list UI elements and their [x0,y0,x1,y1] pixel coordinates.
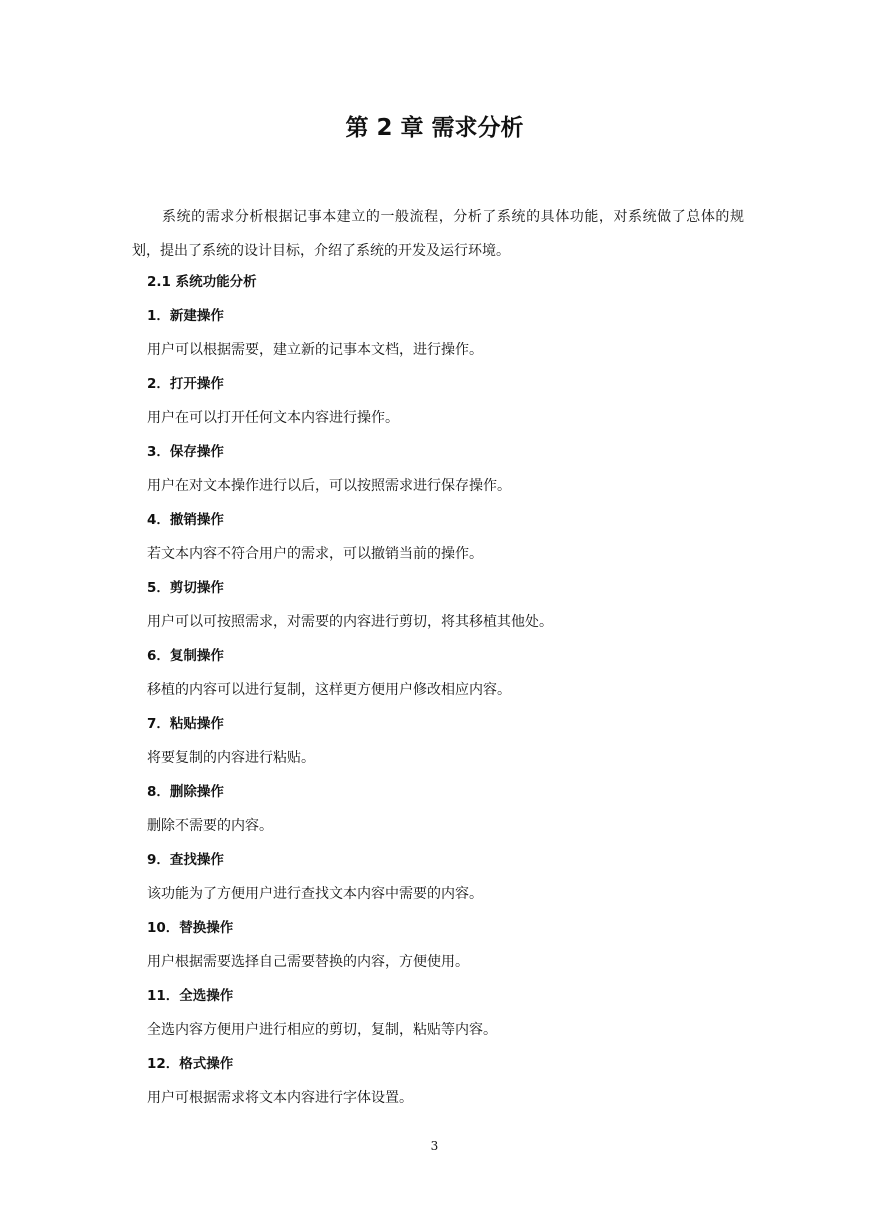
item-heading: 1．新建操作 [147,308,224,324]
item-heading: 4．撤销操作 [147,512,224,528]
item-text: 移植的内容可以进行复制，这样更方便用户修改相应内容。 [147,682,511,698]
item-text: 若文本内容不符合用户的需求，可以撤销当前的操作。 [147,546,483,562]
item-text: 用户在可以打开任何文本内容进行操作。 [147,410,399,426]
item-text: 用户可以根据需要，建立新的记事本文档，进行操作。 [147,342,483,358]
item-heading: 7．粘贴操作 [147,716,224,732]
item-heading: 11．全选操作 [147,988,234,1004]
item-heading: 12．格式操作 [147,1056,234,1072]
item-text: 将要复制的内容进行粘贴。 [147,750,315,766]
item-text: 全选内容方便用户进行相应的剪切，复制，粘贴等内容。 [147,1022,497,1038]
item-text: 该功能为了方便用户进行查找文本内容中需要的内容。 [147,886,483,902]
item-heading: 8．删除操作 [147,784,224,800]
page-number: 3 [430,1139,439,1153]
item-text: 用户根据需要选择自己需要替换的内容，方便使用。 [147,954,469,970]
item-text: 删除不需要的内容。 [147,818,273,834]
chapter-title: 第 2 章 需求分析 [345,115,524,141]
item-heading: 6．复制操作 [147,648,224,664]
intro-paragraph: 系统的需求分析根据记事本建立的一般流程，分析了系统的具体功能，对系统做了总体的规划，提出了系统的设计目标，介绍了系统的开发及运行环境。 [132,209,744,259]
section-content [147,265,747,1115]
item-text: 用户可以可按照需求，对需要的内容进行剪切，将其移植其他处。 [147,614,553,630]
item-heading: 3．保存操作 [147,444,224,460]
item-heading: 5．剪切操作 [147,580,224,596]
item-heading: 2．打开操作 [147,376,224,392]
item-text: 用户在对文本操作进行以后，可以按照需求进行保存操作。 [147,478,511,494]
item-heading: 10．替换操作 [147,920,234,936]
item-text: 用户可根据需求将文本内容进行字体设置。 [147,1090,413,1106]
item-heading: 9．查找操作 [147,852,224,868]
section-heading: 2.1 系统功能分析 [147,274,257,290]
